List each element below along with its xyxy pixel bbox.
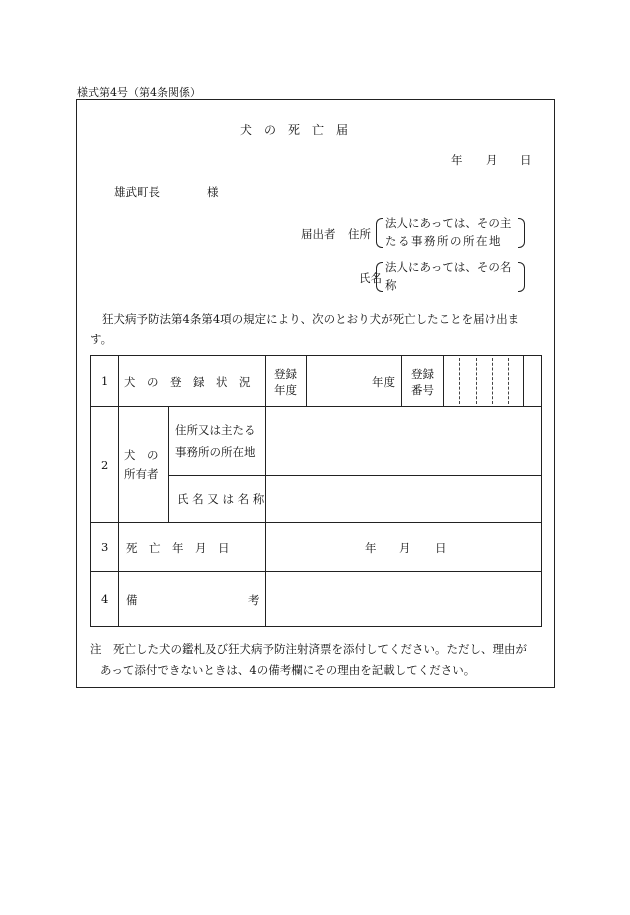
registration-status-label: 犬 の 登 録 状 況 [124, 375, 251, 389]
owner-address-label-line2: 事務所の所在地 [175, 445, 256, 459]
notifier-label: 届出者 [301, 227, 336, 241]
reg-year-label-line2: 年度 [274, 383, 297, 397]
table-col-divider [168, 406, 169, 522]
date-year-label: 年 [451, 153, 463, 167]
owner-label-line1: 犬 の [124, 448, 159, 462]
address-bracket-left [376, 218, 383, 248]
date-day-label: 日 [520, 153, 532, 167]
intro-text-line1: 狂犬病予防法第4条第4項の規定により、次のとおり犬が死亡したことを届け出ま [102, 312, 520, 326]
remarks-label-first: 備 [126, 593, 138, 607]
owner-label-line2: 所有者 [124, 467, 159, 481]
table-col-divider [306, 356, 307, 406]
name-note-line2: 称 [385, 278, 397, 292]
dog-death-table [90, 355, 542, 627]
death-date-label: 死 亡 年 月 日 [126, 541, 230, 555]
addressee-honorific: 様 [207, 185, 219, 199]
table-row-divider [91, 571, 541, 572]
form-number-label: 様式第4号（第4条関係） [77, 86, 201, 99]
name-bracket-left [376, 262, 383, 292]
row-number-3: 3 [101, 540, 109, 554]
death-year-label: 年 [365, 541, 377, 555]
date-month-label: 月 [486, 153, 498, 167]
owner-address-label-line1: 住所又は主たる [175, 423, 256, 437]
death-month-label: 月 [399, 541, 411, 555]
reg-number-digit-divider [508, 358, 509, 404]
row-number-4: 4 [101, 592, 109, 606]
address-note-line1: 法人にあっては、その主 [385, 216, 512, 230]
notifier-address-label: 住所 [348, 227, 371, 241]
form-title: 犬 の 死 亡 届 [240, 123, 349, 137]
table-row-divider [168, 475, 541, 476]
owner-name-label: 氏 名 又 は 名 称 [177, 492, 265, 506]
reg-number-label-line2: 番号 [411, 383, 434, 397]
reg-number-digit-divider [492, 358, 493, 404]
address-note-line2: たる事務所の所在地 [385, 234, 502, 248]
reg-number-label-line1: 登録 [411, 367, 434, 381]
footnote-line2: あって添付できないときは、4の備考欄にその理由を記載してください。 [100, 663, 476, 677]
notifier-name-label: 氏名 [359, 271, 382, 285]
reg-number-digit-divider [459, 358, 460, 404]
table-row-divider [91, 406, 541, 407]
table-row-divider [91, 522, 541, 523]
table-col-divider [443, 356, 444, 406]
name-bracket-right [518, 262, 525, 292]
name-note-line1: 法人にあっては、その名 [385, 260, 512, 274]
row-number-2: 2 [101, 458, 109, 472]
table-col-divider [265, 356, 266, 626]
reg-number-digit-divider [476, 358, 477, 404]
table-col-divider [118, 356, 119, 626]
reg-year-label-line1: 登録 [274, 367, 297, 381]
remarks-label-second: 考 [248, 593, 260, 607]
address-bracket-right [518, 218, 525, 248]
footnote-line1: 注 死亡した犬の鑑札及び狂犬病予防注射済票を添付してください。ただし、理由が [90, 642, 527, 656]
reg-year-value: 年度 [372, 375, 395, 389]
addressee-name: 雄武町長 [114, 185, 160, 199]
row-number-1: 1 [101, 374, 109, 388]
table-col-divider [401, 356, 402, 406]
death-day-label: 日 [435, 541, 447, 555]
table-col-divider [523, 356, 524, 406]
intro-text-line2: す。 [90, 332, 113, 346]
